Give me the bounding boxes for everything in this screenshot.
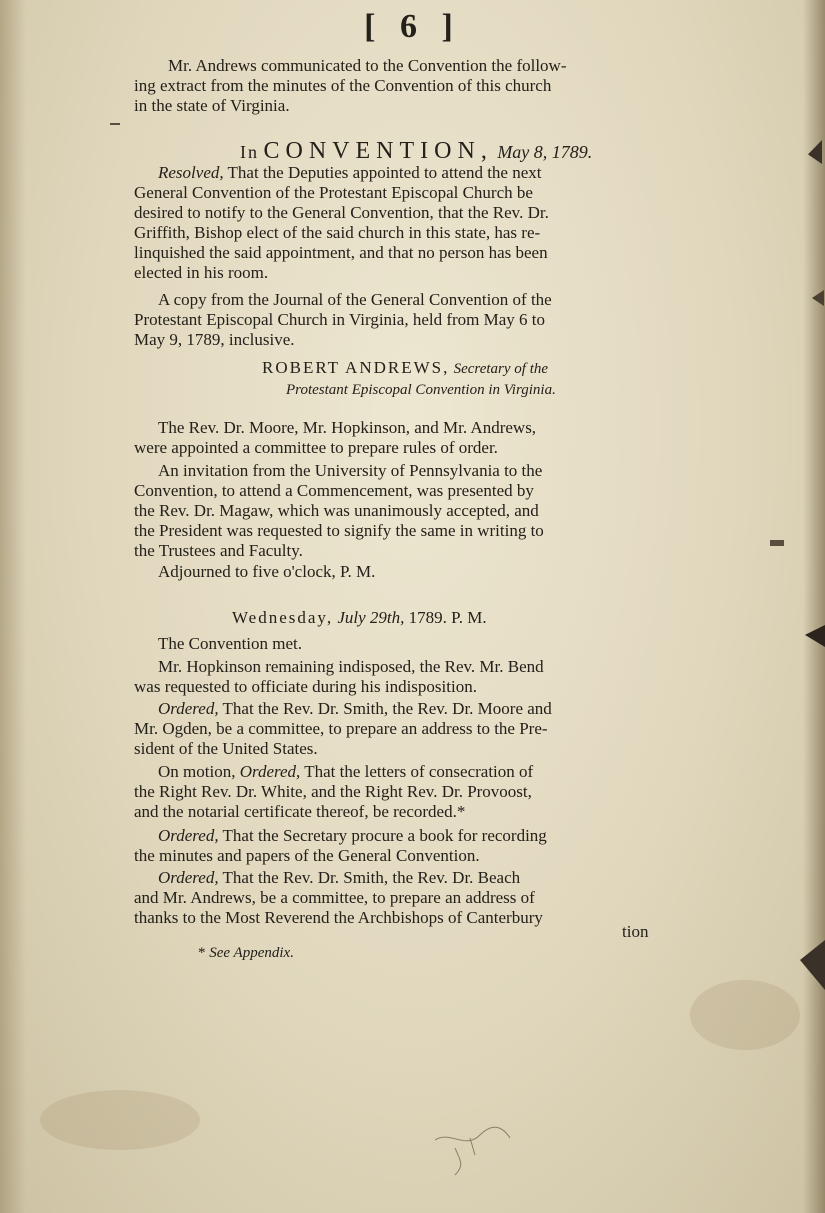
text-line <box>158 762 533 782</box>
text-line: Mr. Andrews communicated to the Convention the follow- <box>168 56 567 75</box>
margin-mark <box>110 123 120 125</box>
ordered-word: Ordered, <box>239 762 301 781</box>
text-line: Mr. Hopkinson remaining indisposed, the Rev. Mr. Bend <box>158 657 544 676</box>
text-line: Protestant Episcopal Church in Virginia, held from May 6 to <box>134 310 546 329</box>
text-segment: On motion, <box>158 762 240 781</box>
heading-date: July 29th, <box>337 608 405 627</box>
ordered-word: Ordered, <box>158 868 219 887</box>
text-line <box>158 699 552 719</box>
wednesday-heading <box>232 608 487 628</box>
text-line: A copy from the Journal of the General Convention of the <box>158 290 552 309</box>
heading-in: In <box>240 142 259 162</box>
convention-heading <box>240 138 592 165</box>
page-right-edge <box>803 0 825 1213</box>
text-line: and Mr. Andrews, be a committee, to prepare an address of <box>134 888 535 907</box>
text-line: the Trustees and Faculty. <box>134 541 303 560</box>
page-number: [ 6 ] <box>364 8 461 45</box>
paper-stain <box>40 1090 200 1150</box>
text-line: the Rev. Dr. Magaw, which was unanimously accepted, and <box>134 501 539 520</box>
ordered-word: Ordered, <box>158 699 219 718</box>
heading-day: Wednesday, <box>232 608 334 627</box>
text-line: linquished the said appointment, and that no person has been <box>134 243 548 262</box>
signature-title-2: Protestant Episcopal Convention in Virginia. <box>286 382 556 398</box>
text-line: sident of the United States. <box>134 739 318 758</box>
text-line: elected in his room. <box>134 263 269 282</box>
text-line: The Rev. Dr. Moore, Mr. Hopkinson, and Mr. Andrews, <box>158 418 537 437</box>
ordered-word: Ordered, <box>158 826 219 845</box>
text-line: The Convention met. <box>158 634 303 653</box>
text-line: the minutes and papers of the General Convention. <box>134 846 480 865</box>
signature-line <box>262 358 548 379</box>
text-line <box>158 163 542 183</box>
resolved-word: Resolved, <box>158 163 224 182</box>
paper-stain <box>690 980 800 1050</box>
footnote-star: * <box>198 945 206 961</box>
footnote-text: See Appendix. <box>209 945 294 961</box>
signature-title: Secretary of the <box>453 361 549 377</box>
text-line: were appointed a committee to prepare rules of order. <box>134 438 498 457</box>
text-segment: That the letters of consecration of <box>300 762 534 781</box>
text-line: the Right Rev. Dr. White, and the Right Rev. Dr. Provoost, <box>134 782 532 801</box>
text-segment: That the Rev. Dr. Smith, the Rev. Dr. Moore and <box>218 699 552 718</box>
footnote <box>198 943 294 963</box>
pencil-doodle <box>425 1110 515 1180</box>
page-left-edge <box>0 0 26 1213</box>
text-line: Mr. Ogden, be a committee, to prepare an address to the Pre- <box>134 719 548 738</box>
text-line: An invitation from the University of Pennsylvania to the <box>158 461 543 480</box>
text-line: Adjourned to five o'clock, P. M. <box>158 562 376 581</box>
text-line: Griffith, Bishop elect of the said church in this state, has re- <box>134 223 541 242</box>
margin-mark <box>770 540 784 546</box>
signature-name: ROBERT ANDREWS, <box>262 358 450 377</box>
heading-date: May 8, 1789. <box>497 142 593 162</box>
text-line: General Convention of the Protestant Episcopal Church be <box>134 183 533 202</box>
text-line: thanks to the Most Reverend the Archbishops of Canterbury <box>134 908 543 927</box>
text-line <box>158 826 547 846</box>
text-segment: That the Rev. Dr. Smith, the Rev. Dr. Beach <box>218 868 521 887</box>
text-line: ing extract from the minutes of the Convention of this church <box>134 76 552 95</box>
text-line: May 9, 1789, inclusive. <box>134 330 295 349</box>
text-line: in the state of Virginia. <box>134 96 290 115</box>
heading-pm: P. M. <box>451 608 487 627</box>
heading-year: 1789. <box>408 608 447 627</box>
text-line: the President was requested to signify the same in writing to <box>134 521 544 540</box>
text-segment: That the Deputies appointed to attend the next <box>223 163 542 182</box>
text-line: and the notarial certificate thereof, be recorded.* <box>134 802 466 821</box>
heading-convention: CONVENTION, <box>263 138 493 164</box>
text-line: was requested to officiate during his indisposition. <box>134 677 477 696</box>
text-line: desired to notify to the General Convention, that the Rev. Dr. <box>134 203 549 222</box>
text-segment: That the Secretary procure a book for recording <box>218 826 547 845</box>
catchword: tion <box>622 922 649 941</box>
text-line <box>158 868 520 888</box>
text-line: Convention, to attend a Commencement, was presented by <box>134 481 534 500</box>
